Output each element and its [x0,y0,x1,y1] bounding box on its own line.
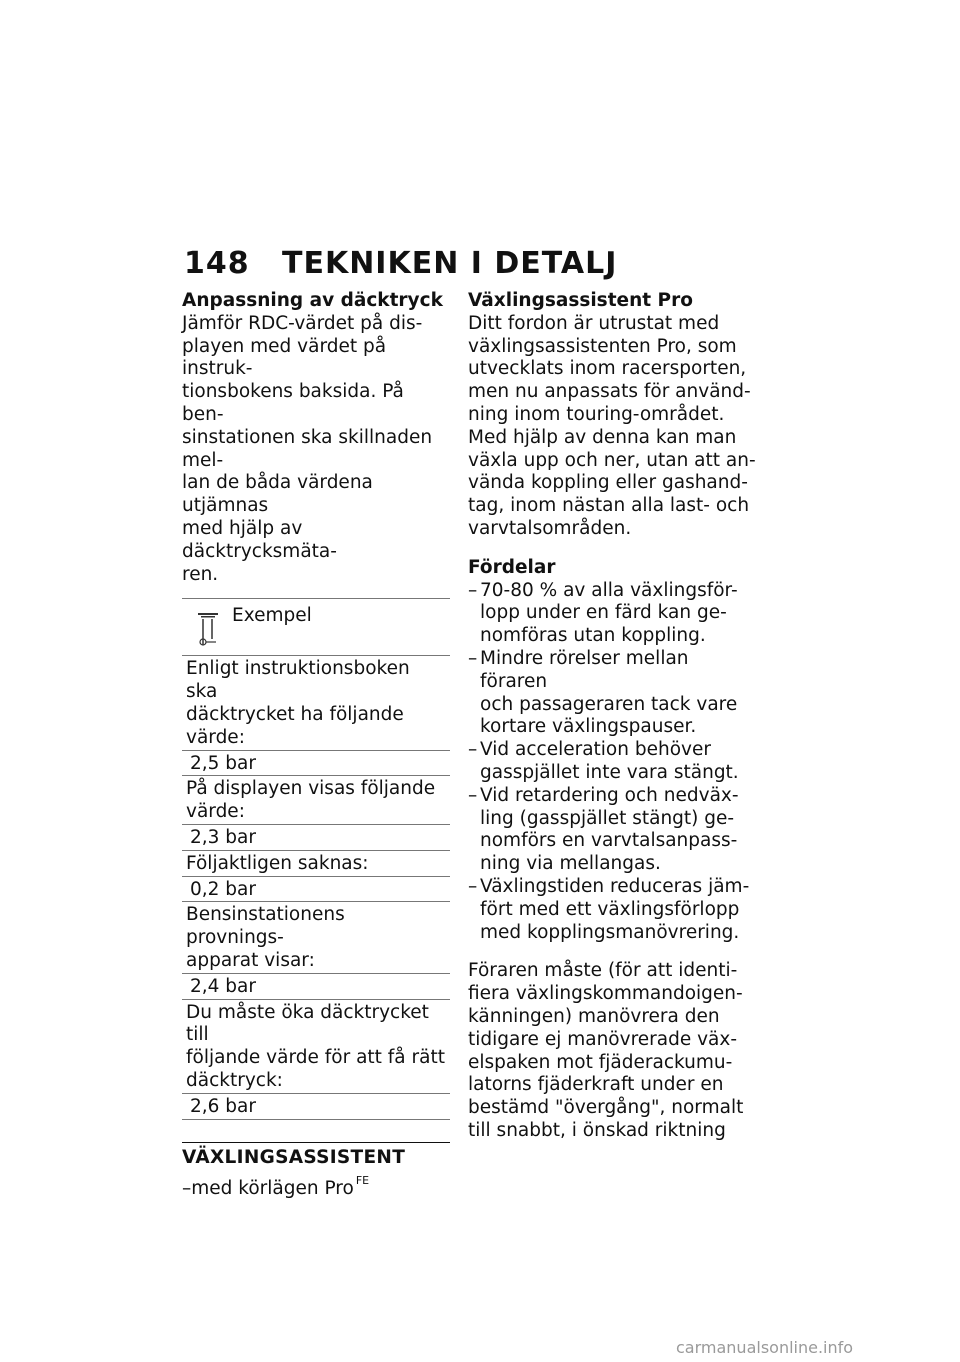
example-header [182,599,450,656]
example-line: 2,5 bar [190,752,256,774]
example-value-row [182,1094,450,1120]
list-line: kortare växlingspauser. [480,716,697,738]
list-line: nomförs en varvtalsanpass- [480,830,738,852]
text-line: sinstationen ska skillnaden mel- [182,426,433,471]
tire-gauge-icon [196,609,222,649]
watermark: carmanualsonline.info [676,1338,854,1357]
list-line: nomföras utan koppling. [480,625,706,647]
list-line: gasspjället inte vara stängt. [480,761,739,783]
page-title: TEKNIKEN I DETALJ [282,246,618,281]
text-line: tionsbokens baksida. På ben- [182,381,404,425]
list-item [468,580,758,648]
right-paragraph [468,313,758,541]
text-line: växla upp och ner, utan att an- [468,449,756,471]
text-line: men nu anpassats för använd- [468,381,751,403]
text-line: Med hjälp av denna kan man [468,426,737,448]
text-line: Ditt fordon är utrustat med [468,312,720,334]
list-item [468,648,758,739]
example-value-row [182,825,450,851]
bullet-dash: – [468,579,478,601]
list-line: och passageraren tack vare [480,693,738,715]
left-column [182,290,450,1201]
example-box [182,598,450,1119]
section-subtitle [182,1173,450,1201]
example-value-row [182,751,450,777]
example-text-row [182,1000,450,1094]
left-paragraph [182,313,450,587]
example-line: Bensinstationens provnings- [186,904,345,949]
list-line: med kopplingsmanövrering. [480,921,740,943]
right-heading: Växlingsassistent Pro [468,290,693,311]
example-rows [182,656,450,1119]
example-text-row [182,656,450,750]
text-line: vända koppling eller gashand- [468,472,748,494]
list-item [468,739,758,785]
example-line: Följaktligen saknas: [186,852,369,874]
example-line: däcktrycket ha följande värde: [186,703,404,748]
text-line: ren. [182,563,219,585]
example-line: Du måste öka däcktrycket till [186,1001,429,1046]
example-line: På displayen visas följande [186,778,436,800]
example-value-row [182,877,450,903]
list-item [468,785,758,876]
section-heading: VÄXLINGSASSISTENT [182,1142,450,1170]
text-line: växlingsassistenten Pro, som [468,335,737,357]
list-line: ling (gasspjället stängt) ge- [480,807,735,829]
text-line: till snabbt, i önskad riktning [468,1119,726,1141]
example-value-row [182,974,450,1000]
list-line: fört med ett växlingsförlopp [480,898,740,920]
text-line: elspaken mot fjäderackumu- [468,1051,733,1073]
section-subtitle-text: –med körlägen Pro [182,1178,354,1200]
bullet-dash: – [468,784,478,806]
right-column [468,290,758,1143]
page-number: 148 [184,246,250,281]
text-line: tidigare ej manövrerade väx- [468,1028,738,1050]
example-text-row [182,902,450,973]
example-line: värde: [186,801,245,823]
text-line: ning inom touring-området. [468,403,725,425]
bullet-dash: – [468,647,478,669]
example-line: apparat visar: [186,949,315,971]
advantages-heading: Fördelar [468,556,556,578]
advantages-list [468,580,758,945]
list-line: Växlingstiden reduceras jäm- [480,875,750,897]
bullet-dash: – [468,739,478,761]
closing-paragraph [468,960,758,1142]
left-heading: Anpassning av däcktryck [182,290,443,311]
text-line: playen med värdet på instruk- [182,335,387,380]
section-superscript: FE [355,1174,370,1188]
example-line: Enligt instruktionsboken ska [186,658,410,703]
text-line: känningen) manövrera den [468,1005,720,1027]
example-line: däcktryck: [186,1069,283,1091]
text-line: latorns fjäderkraft under en [468,1074,724,1096]
list-line: Vid retardering och nedväx- [480,784,739,806]
list-line: 70-80 % av alla växlingsför- [480,579,738,601]
text-line: lan de båda värdena utjämnas [182,472,373,517]
list-line: ning via mellangas. [480,853,661,875]
text-line: fiera växlingskommandoigen- [468,983,743,1005]
text-line: Föraren måste (för att identi- [468,960,738,982]
text-line: med hjälp av däcktrycksmäta- [182,517,337,562]
list-line: Mindre rörelser mellan föraren [480,647,689,692]
page-header [184,246,617,281]
text-line: Jämför RDC-värdet på dis- [182,312,423,334]
example-text-row [182,851,450,877]
list-line: lopp under en färd kan ge- [480,602,727,624]
example-line: 2,3 bar [190,826,256,848]
example-line: 0,2 bar [190,878,256,900]
example-title: Exempel [232,605,312,627]
example-line: 2,6 bar [190,1095,256,1117]
text-line: tag, inom nästan alla last- och [468,495,750,517]
list-item [468,876,758,944]
text-line: utvecklats inom racersporten, [468,358,747,380]
bullet-dash: – [468,875,478,897]
example-line: följande värde för att få rätt [186,1047,445,1069]
example-text-row [182,776,450,825]
list-line: Vid acceleration behöver [480,739,711,761]
text-line: bestämd "övergång", normalt [468,1097,744,1119]
example-line: 2,4 bar [190,975,256,997]
text-line: varvtalsområden. [468,517,632,539]
